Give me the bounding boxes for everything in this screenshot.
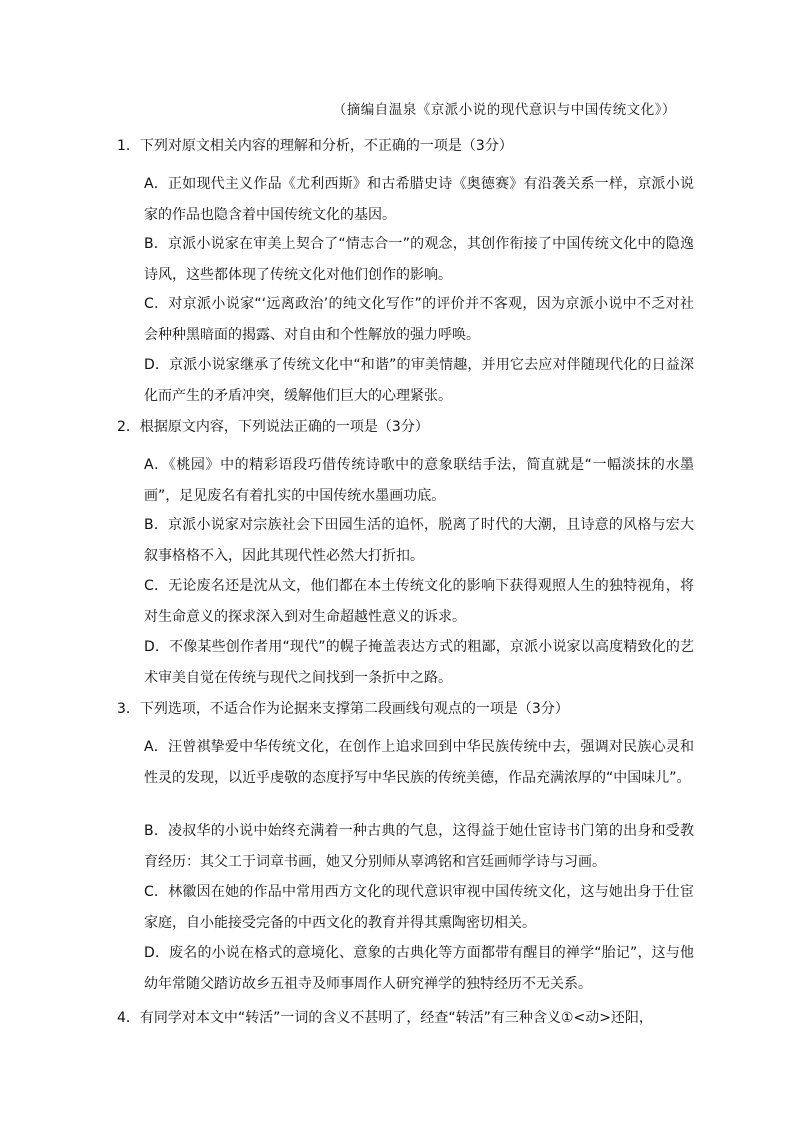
question-2-option-b: B．京派小说家对宗族社会下田园生活的追怀，脱离了时代的大潮，且诗意的风格与宏大叙事格格不入，因此其现代性必然大打折扣。 xyxy=(144,517,694,564)
question-1-stem: 1．下列对原文相关内容的理解和分析，不正确的一项是（3分） xyxy=(117,138,513,154)
question-1-option-b: B．京派小说家在审美上契合了“情志合一”的观念，其创作衔接了中国传统文化中的隐逸诗风，这些都体现了传统文化对他们创作的影响。 xyxy=(144,236,694,283)
question-3-stem: 3．下列选项，不适合作为论据来支撑第二段画线句观点的一项是（3分） xyxy=(117,701,569,717)
question-1-option-c: C．对京派小说家“‘远离政治’的纯文化写作”的评价并不客观，因为京派小说中不乏对社会种种黑暗面的揭露、对自由和个性解放的强力呼唤。 xyxy=(144,296,694,343)
question-2-option-a: A．《桃园》中的精彩语段巧借传统诗歌中的意象联结手法，简直就是“一幅淡抹的水墨画”，足见废名有着扎实的中国传统水墨画功底。 xyxy=(144,457,694,504)
question-3-option-a: A．汪曾祺挚爱中华传统文化，在创作上追求回到中华民族传统中去，强调对民族心灵和性灵的发现，以近乎虔敬的态度抒写中华民族的传统美德，作品充满浓厚的“中国味儿”。 xyxy=(144,739,694,786)
question-3-option-c: C．林徽因在她的作品中常用西方文化的现代意识审视中国传统文化，这与她出身于仕宦家庭，自小能接受完备的中西文化的教育并得其熏陶密切相关。 xyxy=(144,884,694,931)
question-1-option-d: D．京派小说家继承了传统文化中“和谐”的审美情趣，并用它去应对伴随现代化的日益深化而产生的矛盾冲突，缓解他们巨大的心理紧张。 xyxy=(144,357,694,404)
source-citation: （摘编自温泉《京派小说的现代意识与中国传统文化》） xyxy=(332,102,676,118)
question-3-option-b: B．凌叔华的小说中始终充满着一种古典的气息，这得益于她仕宦诗书门第的出身和受教育经历：其父工于词章书画，她又分别师从辜鸿铭和宫廷画师学诗与习画。 xyxy=(144,823,694,870)
question-1-option-a: A．正如现代主义作品《尤利西斯》和古希腊史诗《奥德赛》有沿袭关系一样，京派小说家的作品也隐含着中国传统文化的基因。 xyxy=(144,176,694,223)
question-2-option-c: C．无论废名还是沈从文，他们都在本土传统文化的影响下获得观照人生的独特视角，将对生命意义的探求深入到对生命超越性意义的诉求。 xyxy=(144,578,694,625)
question-2-stem: 2．根据原文内容，下列说法正确的一项是（3分） xyxy=(117,419,429,435)
question-4-stem: 4．有同学对本文中“转活”一词的含义不甚明了，经查“转活”有三种含义①<动>还阳， xyxy=(117,1010,653,1026)
question-2-option-d: D．不像某些创作者用“现代”的幌子掩盖表达方式的粗鄙，京派小说家以高度精致化的艺术审美自觉在传统与现代之间找到一条折中之路。 xyxy=(144,639,694,686)
question-3-option-d: D．废名的小说在格式的意境化、意象的古典化等方面都带有醒目的禅学“胎记”，这与他幼年常随父踏访故乡五祖寺及师事周作人研究禅学的独特经历不无关系。 xyxy=(144,945,694,992)
